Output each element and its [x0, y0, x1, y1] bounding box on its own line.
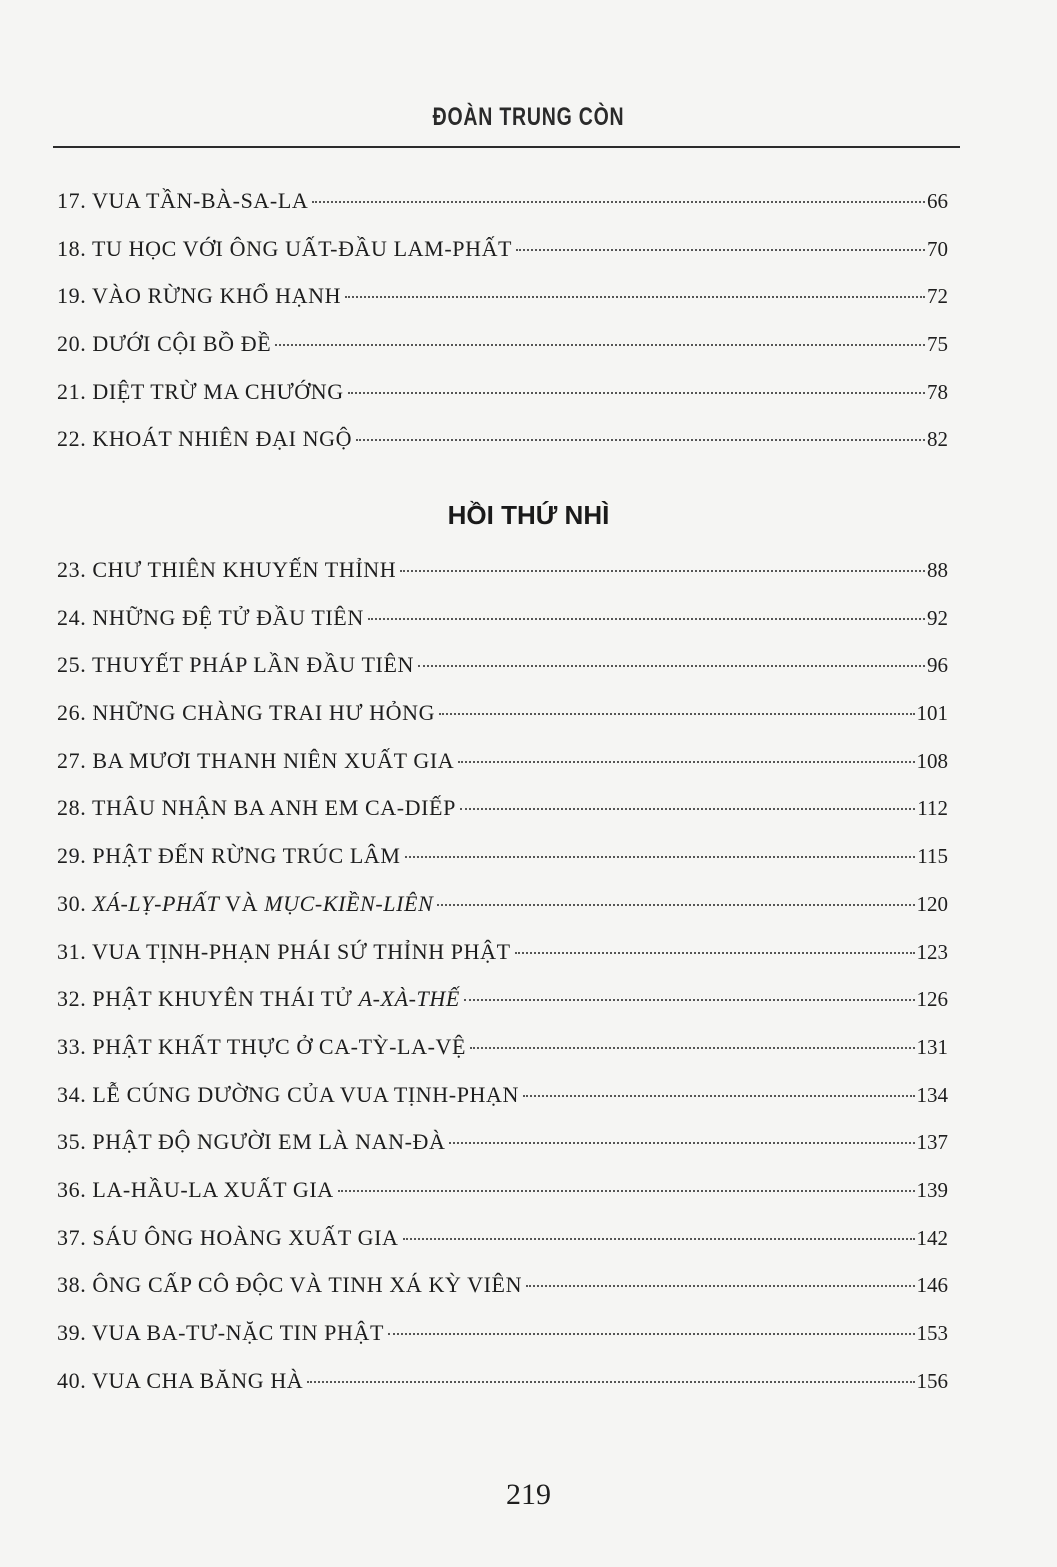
toc-entry	[57, 1368, 948, 1416]
toc-entry-title: 31. VUA TỊNH-PHẠN PHÁI SỨ THỈNH PHẬT	[57, 938, 511, 964]
toc-entry-page: 112	[917, 796, 948, 821]
toc-entry-page: 70	[927, 236, 948, 261]
toc-entry-title: 38. ÔNG CẤP CÔ ĐỘC VÀ TINH XÁ KỲ VIÊN	[57, 1272, 523, 1298]
toc-entry-page: 72	[927, 284, 948, 309]
dot-leader	[516, 249, 925, 251]
toc-entry-title: 26. NHỮNG CHÀNG TRAI HƯ HỎNG	[57, 700, 436, 726]
toc-entry-italic-name: MỤC-KIỀN-LIÊN	[264, 890, 434, 916]
toc-entry-title: 21. DIỆT TRỪ MA CHƯỚNG	[57, 378, 344, 404]
toc-entry	[57, 652, 948, 700]
toc-entry-page: 115	[917, 844, 948, 869]
toc-entry-title: 34. LỄ CÚNG DƯỜNG CỦA VUA TỊNH-PHẠN	[57, 1081, 519, 1107]
toc-entry-title: 33. PHẬT KHẤT THỰC Ở CA-TỲ-LA-VỆ	[57, 1033, 467, 1059]
toc-entry-prefix: 32. PHẬT KHUYÊN THÁI TỬ	[57, 986, 353, 1012]
toc-entry-page: 92	[927, 605, 948, 630]
dot-leader	[464, 999, 915, 1001]
toc-entry-page: 146	[916, 1273, 948, 1298]
dot-leader	[400, 570, 925, 572]
toc-entry-page: 88	[927, 558, 948, 582]
toc-entry-title: 35. PHẬT ĐỘ NGƯỜI EM LÀ NAN-ĐÀ	[57, 1129, 446, 1155]
toc-entry	[57, 188, 948, 236]
dot-leader	[312, 201, 925, 203]
toc-entry	[57, 843, 948, 891]
toc-entry-title: 25. THUYẾT PHÁP LẦN ĐẦU TIÊN	[57, 652, 414, 678]
toc-entry-title: 22. KHOÁT NHIÊN ĐẠI NGỘ	[57, 426, 353, 452]
toc-entry-title: 17. VUA TẦN-BÀ-SA-LA	[57, 188, 309, 213]
dot-leader	[403, 1238, 915, 1240]
toc-entry-title: 36. LA-HẦU-LA XUẤT GIA	[57, 1176, 334, 1202]
toc-entry	[57, 1129, 948, 1177]
toc-entry-page: 101	[916, 701, 948, 726]
toc-entry-page: 96	[927, 653, 948, 678]
toc-entry-title: 40. VUA CHA BĂNG HÀ	[57, 1367, 304, 1393]
toc-entry-page: 126	[916, 987, 948, 1012]
toc-entry-page: 134	[916, 1082, 948, 1107]
dot-leader	[460, 808, 915, 810]
toc-entry-title: 28. THÂU NHẬN BA ANH EM CA-DIẾP	[57, 795, 456, 821]
toc-entry-title: 29. PHẬT ĐẾN RỪNG TRÚC LÂM	[57, 843, 401, 869]
toc-entry	[57, 891, 948, 939]
toc-entry	[57, 605, 948, 653]
dot-leader	[523, 1095, 915, 1097]
toc-entry-title: 39. VUA BA-TƯ-NẶC TIN PHẬT	[57, 1320, 385, 1345]
toc-entry-page: 78	[927, 379, 948, 404]
toc-entry-page: 131	[916, 1034, 948, 1059]
toc-entry-title: 20. DƯỚI CỘI BỒ ĐỀ	[57, 331, 272, 357]
toc-entry-title: 37. SÁU ÔNG HOÀNG XUẤT GIA	[57, 1224, 399, 1250]
toc-entry-number: 30.	[57, 890, 87, 916]
toc-entry	[57, 1272, 948, 1320]
dot-leader	[437, 904, 914, 906]
toc-entry-page: 66	[927, 189, 948, 213]
toc-entry	[57, 1034, 948, 1082]
page-number: 219	[506, 1478, 551, 1511]
toc-entry	[57, 795, 948, 843]
toc-entry	[57, 331, 948, 379]
dot-leader	[275, 344, 925, 346]
dot-leader	[348, 392, 925, 394]
toc-entry-page: 75	[927, 332, 948, 357]
toc-entry	[57, 986, 948, 1034]
toc-entry-page: 139	[916, 1177, 948, 1202]
dot-leader	[356, 439, 925, 441]
toc-entry	[57, 1320, 948, 1368]
section-heading: HỒI THỨ NHÌ	[447, 500, 610, 530]
toc-entry-title	[57, 986, 462, 1012]
dot-leader	[405, 856, 916, 858]
toc-entry-page: 123	[916, 939, 948, 964]
dot-leader	[470, 1047, 914, 1049]
toc-entry-italic-name: A-XÀ-THẾ	[358, 986, 460, 1012]
toc-entry-italic-name: XÁ-LỴ-PHẤT	[92, 890, 220, 916]
toc-entry-page: 120	[916, 891, 948, 916]
toc-entry	[57, 1225, 948, 1273]
toc-entry-page: 108	[916, 748, 948, 773]
header-rule	[53, 146, 960, 148]
dot-leader	[449, 1142, 914, 1144]
toc-entry-title: 19. VÀO RỪNG KHỔ HẠNH	[57, 283, 342, 309]
toc-entry-title: 23. CHƯ THIÊN KHUYẾN THỈNH	[57, 557, 397, 582]
toc-entry-title: 24. NHỮNG ĐỆ TỬ ĐẦU TIÊN	[57, 604, 364, 630]
dot-leader	[458, 761, 914, 763]
toc-entry-page: 156	[916, 1368, 948, 1393]
toc-entry	[57, 748, 948, 796]
toc-entry-title	[57, 891, 435, 917]
dot-leader	[439, 713, 914, 715]
toc-entry	[57, 700, 948, 748]
toc-entry	[57, 1177, 948, 1225]
toc-entry-page: 82	[927, 427, 948, 452]
dot-leader	[515, 952, 915, 954]
toc-entry	[57, 283, 948, 331]
toc-entry-page: 137	[916, 1130, 948, 1155]
dot-leader	[307, 1381, 914, 1383]
dot-leader	[388, 1333, 914, 1335]
dot-leader	[368, 618, 925, 620]
toc-entry	[57, 939, 948, 987]
dot-leader	[526, 1285, 914, 1287]
toc-entry-title: 27. BA MƯƠI THANH NIÊN XUẤT GIA	[57, 747, 455, 773]
toc-entry	[57, 379, 948, 427]
dot-leader	[338, 1190, 915, 1192]
dot-leader	[418, 665, 925, 667]
toc-entry-page: 142	[916, 1225, 948, 1250]
dot-leader	[345, 296, 925, 298]
toc-entry-conjunction: VÀ	[225, 890, 259, 916]
toc-entry	[57, 557, 948, 605]
toc-entry	[57, 426, 948, 474]
toc-entry-page: 153	[916, 1321, 948, 1345]
toc-list-part-1	[57, 188, 948, 474]
running-header-author: ĐOÀN TRUNG CÒN	[432, 103, 625, 131]
toc-entry-title: 18. TU HỌC VỚI ÔNG UẤT-ĐẦU LAM-PHẤT	[57, 235, 513, 261]
toc-entry	[57, 1082, 948, 1130]
toc-list-part-2	[57, 557, 948, 1415]
toc-entry	[57, 236, 948, 284]
